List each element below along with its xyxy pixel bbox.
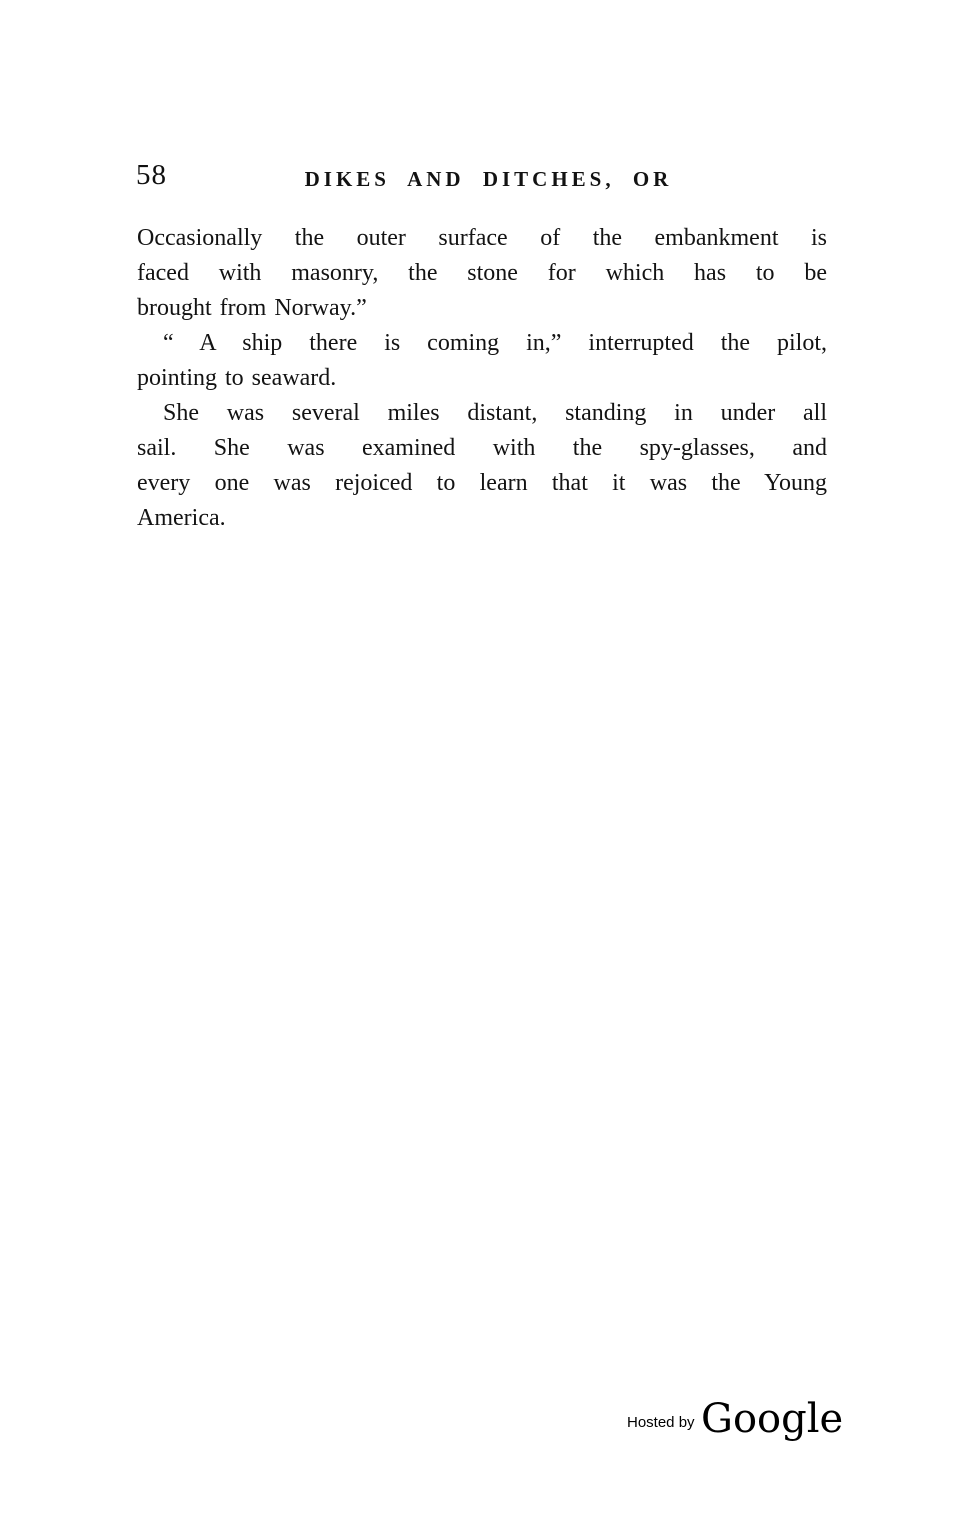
text-line: every one was rejoiced to learn that it was the Young (137, 470, 827, 496)
text-line: sail. She was examined with the spy-glasses, and (137, 435, 827, 461)
running-head: DIKES AND DITCHES, OR (304, 167, 673, 191)
text-line: brought from Norway.” (137, 295, 367, 321)
text-line: “ A ship there is coming in,” interrupted the pilot, (163, 330, 827, 356)
text-line: She was several miles distant, standing in under all (163, 400, 827, 426)
text-line: Occasionally the outer surface of the embankment is (137, 225, 827, 251)
text-line: America. (137, 505, 226, 531)
google-logo: Google (701, 1396, 844, 1442)
hosted-by-label: Hosted by (627, 1414, 695, 1431)
page-text (137, 221, 827, 536)
text-line: faced with masonry, the stone for which has to be (137, 260, 827, 286)
text-line: pointing to seaward. (137, 365, 337, 391)
page-number: 58 (136, 159, 167, 191)
